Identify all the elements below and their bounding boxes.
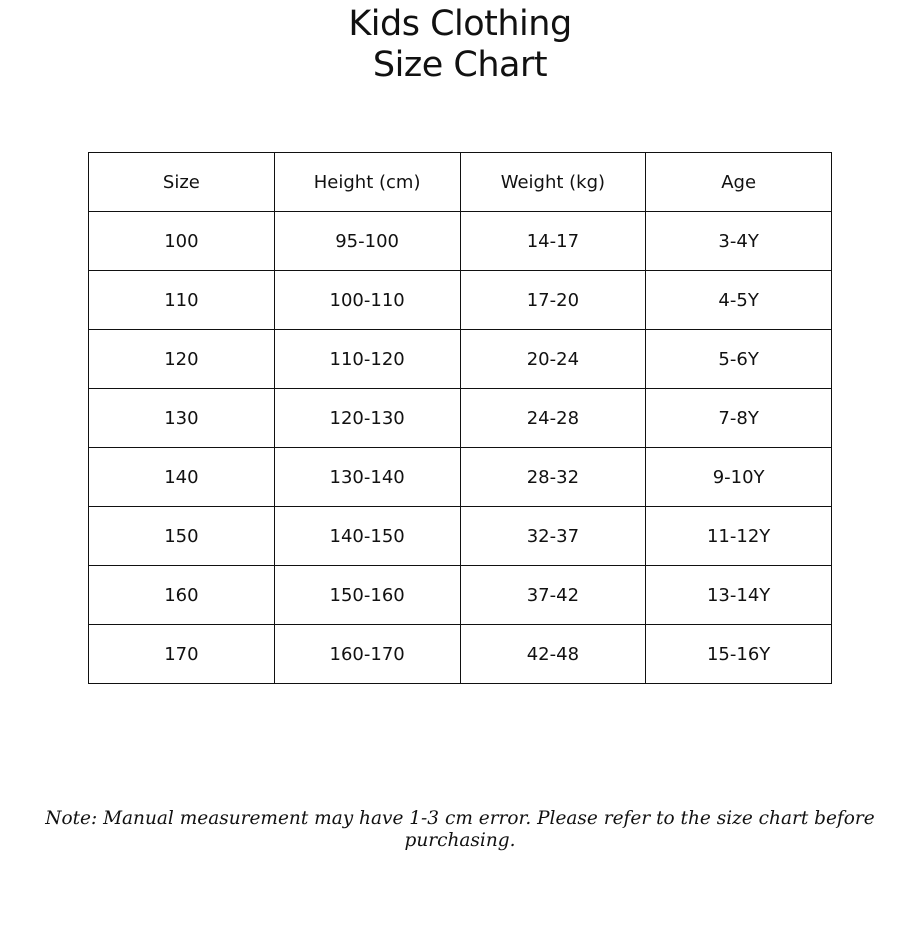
table-body <box>89 212 832 684</box>
cell-size: 170 <box>89 625 275 684</box>
cell-size: 120 <box>89 330 275 389</box>
cell-age: 15-16Y <box>646 625 832 684</box>
cell-age: 4-5Y <box>646 271 832 330</box>
page-title <box>0 4 920 86</box>
cell-height: 160-170 <box>274 625 460 684</box>
table-row <box>89 330 832 389</box>
measurement-note: Note: Manual measurement may have 1-3 cm error. Please refer to the size chart before purchasing. <box>45 808 875 851</box>
cell-age: 13-14Y <box>646 566 832 625</box>
cell-height: 110-120 <box>274 330 460 389</box>
header-height: Height (cm) <box>274 153 460 212</box>
cell-weight: 32-37 <box>460 507 646 566</box>
cell-size: 160 <box>89 566 275 625</box>
cell-weight: 20-24 <box>460 330 646 389</box>
size-chart-table <box>88 152 832 684</box>
cell-height: 140-150 <box>274 507 460 566</box>
cell-weight: 24-28 <box>460 389 646 448</box>
table-header <box>89 153 832 212</box>
cell-height: 100-110 <box>274 271 460 330</box>
table-row <box>89 507 832 566</box>
cell-height: 130-140 <box>274 448 460 507</box>
cell-size: 150 <box>89 507 275 566</box>
table-row <box>89 271 832 330</box>
cell-size: 140 <box>89 448 275 507</box>
title-line-1: Kids Clothing <box>348 4 572 44</box>
table-row <box>89 389 832 448</box>
cell-size: 100 <box>89 212 275 271</box>
cell-weight: 28-32 <box>460 448 646 507</box>
cell-age: 11-12Y <box>646 507 832 566</box>
cell-height: 95-100 <box>274 212 460 271</box>
cell-weight: 14-17 <box>460 212 646 271</box>
table-row <box>89 448 832 507</box>
cell-weight: 42-48 <box>460 625 646 684</box>
cell-age: 9-10Y <box>646 448 832 507</box>
cell-height: 150-160 <box>274 566 460 625</box>
table-row <box>89 212 832 271</box>
table-row <box>89 566 832 625</box>
cell-size: 130 <box>89 389 275 448</box>
table-row <box>89 625 832 684</box>
cell-height: 120-130 <box>274 389 460 448</box>
header-row <box>89 153 832 212</box>
header-size: Size <box>89 153 275 212</box>
cell-weight: 37-42 <box>460 566 646 625</box>
title-line-2: Size Chart <box>372 45 548 85</box>
cell-size: 110 <box>89 271 275 330</box>
cell-weight: 17-20 <box>460 271 646 330</box>
header-weight: Weight (kg) <box>460 153 646 212</box>
cell-age: 5-6Y <box>646 330 832 389</box>
header-age: Age <box>646 153 832 212</box>
cell-age: 7-8Y <box>646 389 832 448</box>
cell-age: 3-4Y <box>646 212 832 271</box>
